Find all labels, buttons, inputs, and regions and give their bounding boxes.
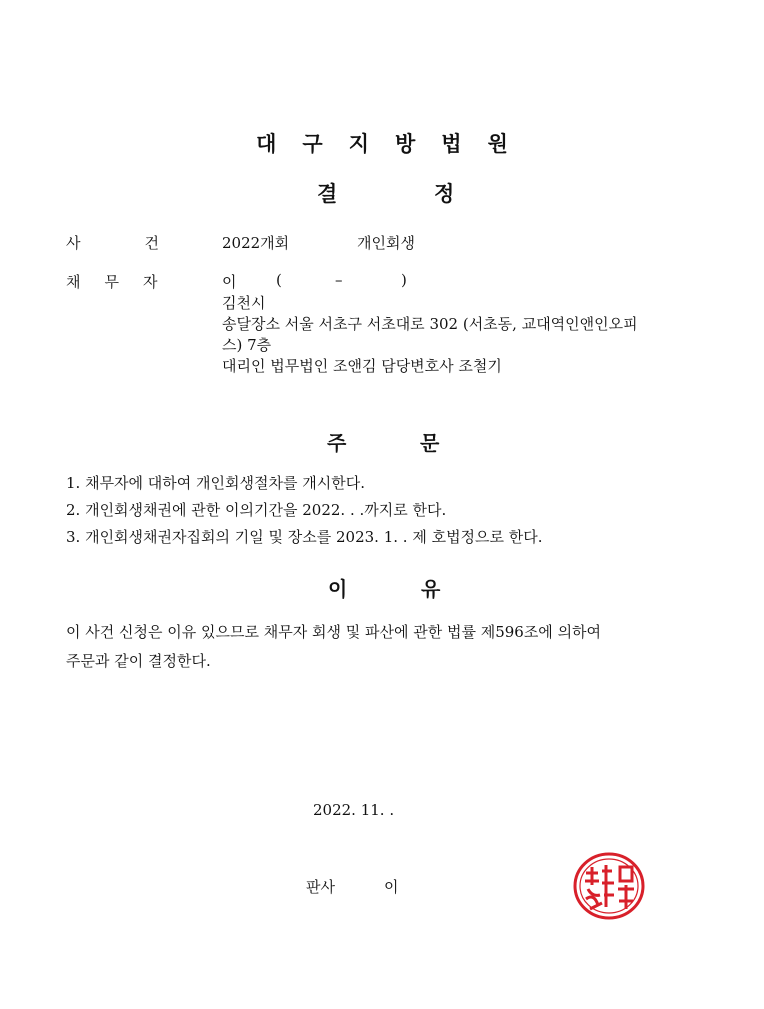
judge-name: 이 [384,878,399,896]
reason-line: 이 사건 신청은 이유 있으므로 채무자 회생 및 파산에 관한 법률 제596조에 의하여 [66,623,602,641]
court-name [0,128,764,158]
court-name-char: 방 [395,132,416,156]
service-address-line2: 스) 7층 [222,336,272,354]
reason-line: 주문과 같이 결정한다. [66,652,211,670]
decision-date: 2022. 11. . [313,801,395,819]
order-item: 3. 개인회생채권자집회의 기일 및 장소를 2023. 1. . 제 호법정으로 한다. [66,528,543,546]
service-address-line1: 송달장소 서울 서초구 서초대로 302 (서초동, 교대역인앤인오피 [222,315,638,333]
case-number: 2022개회 [222,234,290,252]
debtor-id-open: ( [276,271,282,289]
debtor-id-close: ) [401,271,407,289]
case-label: 사 건 [66,234,159,252]
order-heading-char: 주 [327,431,347,455]
court-name-char: 지 [348,132,369,156]
order-item: 1. 채무자에 대하여 개인회생절차를 개시한다. [66,474,365,492]
court-name-char: 대 [256,132,277,156]
debtor-name: 이 [222,273,237,291]
judge-title: 판사 [306,878,335,896]
decision-title-char: 정 [434,182,455,206]
debtor-id-dash: – [335,271,343,289]
order-heading-char: 문 [420,431,440,455]
debtor-agent: 대리인 법무법인 조앤김 담당변호사 조철기 [222,357,502,375]
reason-heading-char: 유 [421,577,441,601]
decision-title-char: 결 [317,182,338,206]
court-name-char: 원 [487,132,508,156]
court-name-char: 법 [441,132,462,156]
debtor-label: 채 무 자 [66,273,158,291]
court-name-char: 구 [302,132,323,156]
debtor-address: 김천시 [222,294,266,312]
reason-heading-char: 이 [328,577,348,601]
order-item: 2. 개인회생채권에 관한 이의기간을 2022. . .까지로 한다. [66,501,447,519]
case-name: 개인회생 [357,234,415,252]
court-seal-icon [572,851,646,921]
